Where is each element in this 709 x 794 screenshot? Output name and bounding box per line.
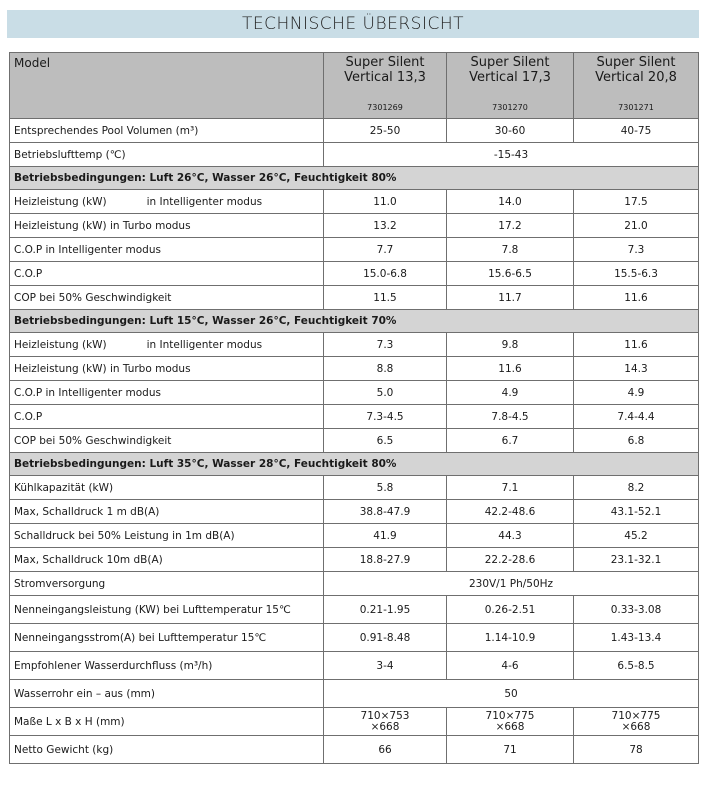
row-value: 30-60: [447, 119, 574, 143]
table-row: [10, 572, 699, 596]
row-value: 11.0: [324, 190, 447, 214]
product-code: 7301270: [492, 103, 528, 112]
row-value: 5.0: [324, 381, 447, 405]
row-label: [10, 286, 324, 310]
row-value: 7.8-4.5: [447, 405, 574, 429]
row-label-text: C.O.P in Intelligenter modus: [14, 386, 161, 399]
table-row: [10, 119, 699, 143]
row-label-text: Nenneingangsleistung (KW) bei Lufttemperatur 15℃: [14, 603, 291, 616]
product-header-1: [324, 53, 447, 119]
row-value: 43.1-52.1: [574, 500, 699, 524]
row-value-line1: 710×775: [611, 709, 661, 722]
section-row: [10, 167, 699, 190]
row-label: [10, 214, 324, 238]
table-row: [10, 262, 699, 286]
row-label: [10, 524, 324, 548]
row-label: [10, 238, 324, 262]
row-value: 6.5-8.5: [574, 652, 699, 680]
table-row: [10, 596, 699, 624]
row-value: 0.33-3.08: [574, 596, 699, 624]
row-label-text: Heizleistung (kW): [14, 195, 107, 208]
row-value: [574, 708, 699, 736]
product-code: 7301269: [367, 103, 403, 112]
table-row: [10, 286, 699, 310]
row-value: 14.3: [574, 357, 699, 381]
row-value: 0.91-8.48: [324, 624, 447, 652]
row-value: 18.8-27.9: [324, 548, 447, 572]
row-label: [10, 357, 324, 381]
product-header-3: [574, 53, 699, 119]
row-value: 11.6: [574, 333, 699, 357]
row-value: 7.8: [447, 238, 574, 262]
row-value: 15.6-6.5: [447, 262, 574, 286]
row-value: 23.1-32.1: [574, 548, 699, 572]
row-value-line2: ×668: [370, 720, 400, 733]
row-label-text: Heizleistung (kW) in Turbo modus: [14, 362, 191, 375]
spec-table: [9, 52, 699, 764]
row-value: 6.8: [574, 429, 699, 453]
row-label-text: Heizleistung (kW): [14, 338, 107, 351]
product-name-line1: Super Silent: [596, 55, 676, 70]
row-label-text: Nenneingangsstrom(A) bei Lufttemperatur 15℃: [14, 631, 267, 644]
row-value: 7.3: [574, 238, 699, 262]
row-value: 0.26-2.51: [447, 596, 574, 624]
row-value: 4-6: [447, 652, 574, 680]
table-row: [10, 357, 699, 381]
row-label: [10, 708, 324, 736]
product-name-line1: Super Silent: [470, 55, 550, 70]
row-label-text: COP bei 50% Geschwindigkeit: [14, 291, 172, 304]
row-value: 44.3: [447, 524, 574, 548]
row-label: [10, 624, 324, 652]
row-value: 66: [324, 736, 447, 764]
row-value: 71: [447, 736, 574, 764]
table-row: [10, 624, 699, 652]
row-value: 11.6: [447, 357, 574, 381]
row-value: 21.0: [574, 214, 699, 238]
row-label: [10, 333, 324, 357]
section-row: [10, 453, 699, 476]
row-value: 17.5: [574, 190, 699, 214]
row-label: [10, 572, 324, 596]
row-value: 15.5-6.3: [574, 262, 699, 286]
row-value: 11.7: [447, 286, 574, 310]
row-label-text: C.O.P: [14, 267, 43, 280]
row-value: 6.5: [324, 429, 447, 453]
row-value-span: 230V/1 Ph/50Hz: [324, 572, 699, 596]
product-name-line2: Vertical 20,8: [595, 70, 677, 85]
table-row: [10, 652, 699, 680]
row-value: 4.9: [574, 381, 699, 405]
product-name-line2: Vertical 13,3: [344, 70, 426, 85]
row-value: 15.0-6.8: [324, 262, 447, 286]
row-value: 5.8: [324, 476, 447, 500]
table-row: [10, 524, 699, 548]
row-label: [10, 680, 324, 708]
row-label-suffix: in Intelligenter modus: [146, 195, 263, 208]
row-value: 7.3: [324, 333, 447, 357]
row-value: 11.5: [324, 286, 447, 310]
row-label: [10, 190, 324, 214]
row-label-text: C.O.P in Intelligenter modus: [14, 243, 161, 256]
row-label-text: Betriebslufttemp (℃): [14, 148, 126, 161]
row-value: 78: [574, 736, 699, 764]
table-row: [10, 405, 699, 429]
product-header-2: [447, 53, 574, 119]
table-row: [10, 429, 699, 453]
row-label-suffix: in Intelligenter modus: [146, 338, 263, 351]
header-row: [10, 53, 699, 119]
section-heading: Betriebsbedingungen: Luft 26°C, Wasser 26°C, Feuchtigkeit 80%: [10, 167, 699, 190]
row-label-text: Netto Gewicht (kg): [14, 743, 114, 756]
row-label: [10, 596, 324, 624]
row-value: 0.21-1.95: [324, 596, 447, 624]
row-value: 25-50: [324, 119, 447, 143]
row-value: 7.4-4.4: [574, 405, 699, 429]
row-value: 41.9: [324, 524, 447, 548]
row-label: [10, 262, 324, 286]
row-label-text: Max, Schalldruck 10m dB(A): [14, 553, 163, 566]
row-value-line1: 710×753: [360, 709, 410, 722]
row-value-line2: ×668: [621, 720, 651, 733]
row-value-span: -15-43: [324, 143, 699, 167]
section-row: [10, 310, 699, 333]
row-value: 4.9: [447, 381, 574, 405]
row-label-text: Empfohlener Wasserdurchfluss (m³/h): [14, 659, 213, 672]
page-title: TECHNISCHE ÜBERSICHT: [7, 10, 699, 38]
row-value: 11.6: [574, 286, 699, 310]
table-row: [10, 680, 699, 708]
row-value: 7.7: [324, 238, 447, 262]
row-label: [10, 736, 324, 764]
row-value: 42.2-48.6: [447, 500, 574, 524]
row-label: [10, 119, 324, 143]
row-value: 8.2: [574, 476, 699, 500]
row-label-text: Wasserrohr ein – aus (mm): [14, 687, 156, 700]
row-label-text: Kühlkapazität (kW): [14, 481, 114, 494]
row-value: 17.2: [447, 214, 574, 238]
row-label-text: COP bei 50% Geschwindigkeit: [14, 434, 172, 447]
row-value-line1: 710×775: [485, 709, 535, 722]
row-label-text: Max, Schalldruck 1 m dB(A): [14, 505, 160, 518]
row-value: 14.0: [447, 190, 574, 214]
row-label-text: Stromversorgung: [14, 577, 106, 590]
row-value: 6.7: [447, 429, 574, 453]
row-value: 1.43-13.4: [574, 624, 699, 652]
row-label: [10, 500, 324, 524]
row-label: [10, 548, 324, 572]
table-row: [10, 238, 699, 262]
row-label: [10, 143, 324, 167]
row-value: 7.3-4.5: [324, 405, 447, 429]
row-value: 13.2: [324, 214, 447, 238]
row-label-text: Heizleistung (kW) in Turbo modus: [14, 219, 191, 232]
row-value-span: 50: [324, 680, 699, 708]
product-name-line2: Vertical 17,3: [469, 70, 551, 85]
section-heading: Betriebsbedingungen: Luft 15°C, Wasser 26°C, Feuchtigkeit 70%: [10, 310, 699, 333]
row-value: [324, 708, 447, 736]
row-value: [447, 708, 574, 736]
table-row: [10, 500, 699, 524]
product-name-line1: Super Silent: [345, 55, 425, 70]
product-code: 7301271: [618, 103, 654, 112]
row-label: [10, 405, 324, 429]
row-value: 8.8: [324, 357, 447, 381]
table-row: [10, 736, 699, 764]
row-value: 9.8: [447, 333, 574, 357]
row-value: 40-75: [574, 119, 699, 143]
row-value: 7.1: [447, 476, 574, 500]
section-heading: Betriebsbedingungen: Luft 35°C, Wasser 28°C, Feuchtigkeit 80%: [10, 453, 699, 476]
row-value: 45.2: [574, 524, 699, 548]
table-row: [10, 214, 699, 238]
row-label: [10, 476, 324, 500]
row-label: [10, 429, 324, 453]
table-row: [10, 381, 699, 405]
table-row: [10, 708, 699, 736]
row-value: 22.2-28.6: [447, 548, 574, 572]
row-value: 1.14-10.9: [447, 624, 574, 652]
row-label: [10, 652, 324, 680]
row-value: 3-4: [324, 652, 447, 680]
row-value: 38.8-47.9: [324, 500, 447, 524]
row-label-text: Schalldruck bei 50% Leistung in 1m dB(A): [14, 529, 235, 542]
row-value-line2: ×668: [495, 720, 525, 733]
row-label-text: C.O.P: [14, 410, 43, 423]
model-label: Model: [10, 53, 324, 119]
table-row: [10, 333, 699, 357]
table-row: [10, 190, 699, 214]
table-row: [10, 548, 699, 572]
row-label: [10, 381, 324, 405]
row-label-text: Entsprechendes Pool Volumen (m³): [14, 124, 199, 137]
table-row: [10, 143, 699, 167]
table-row: [10, 476, 699, 500]
spec-table-body: [10, 53, 699, 764]
row-label-text: Maße L x B x H (mm): [14, 715, 125, 728]
